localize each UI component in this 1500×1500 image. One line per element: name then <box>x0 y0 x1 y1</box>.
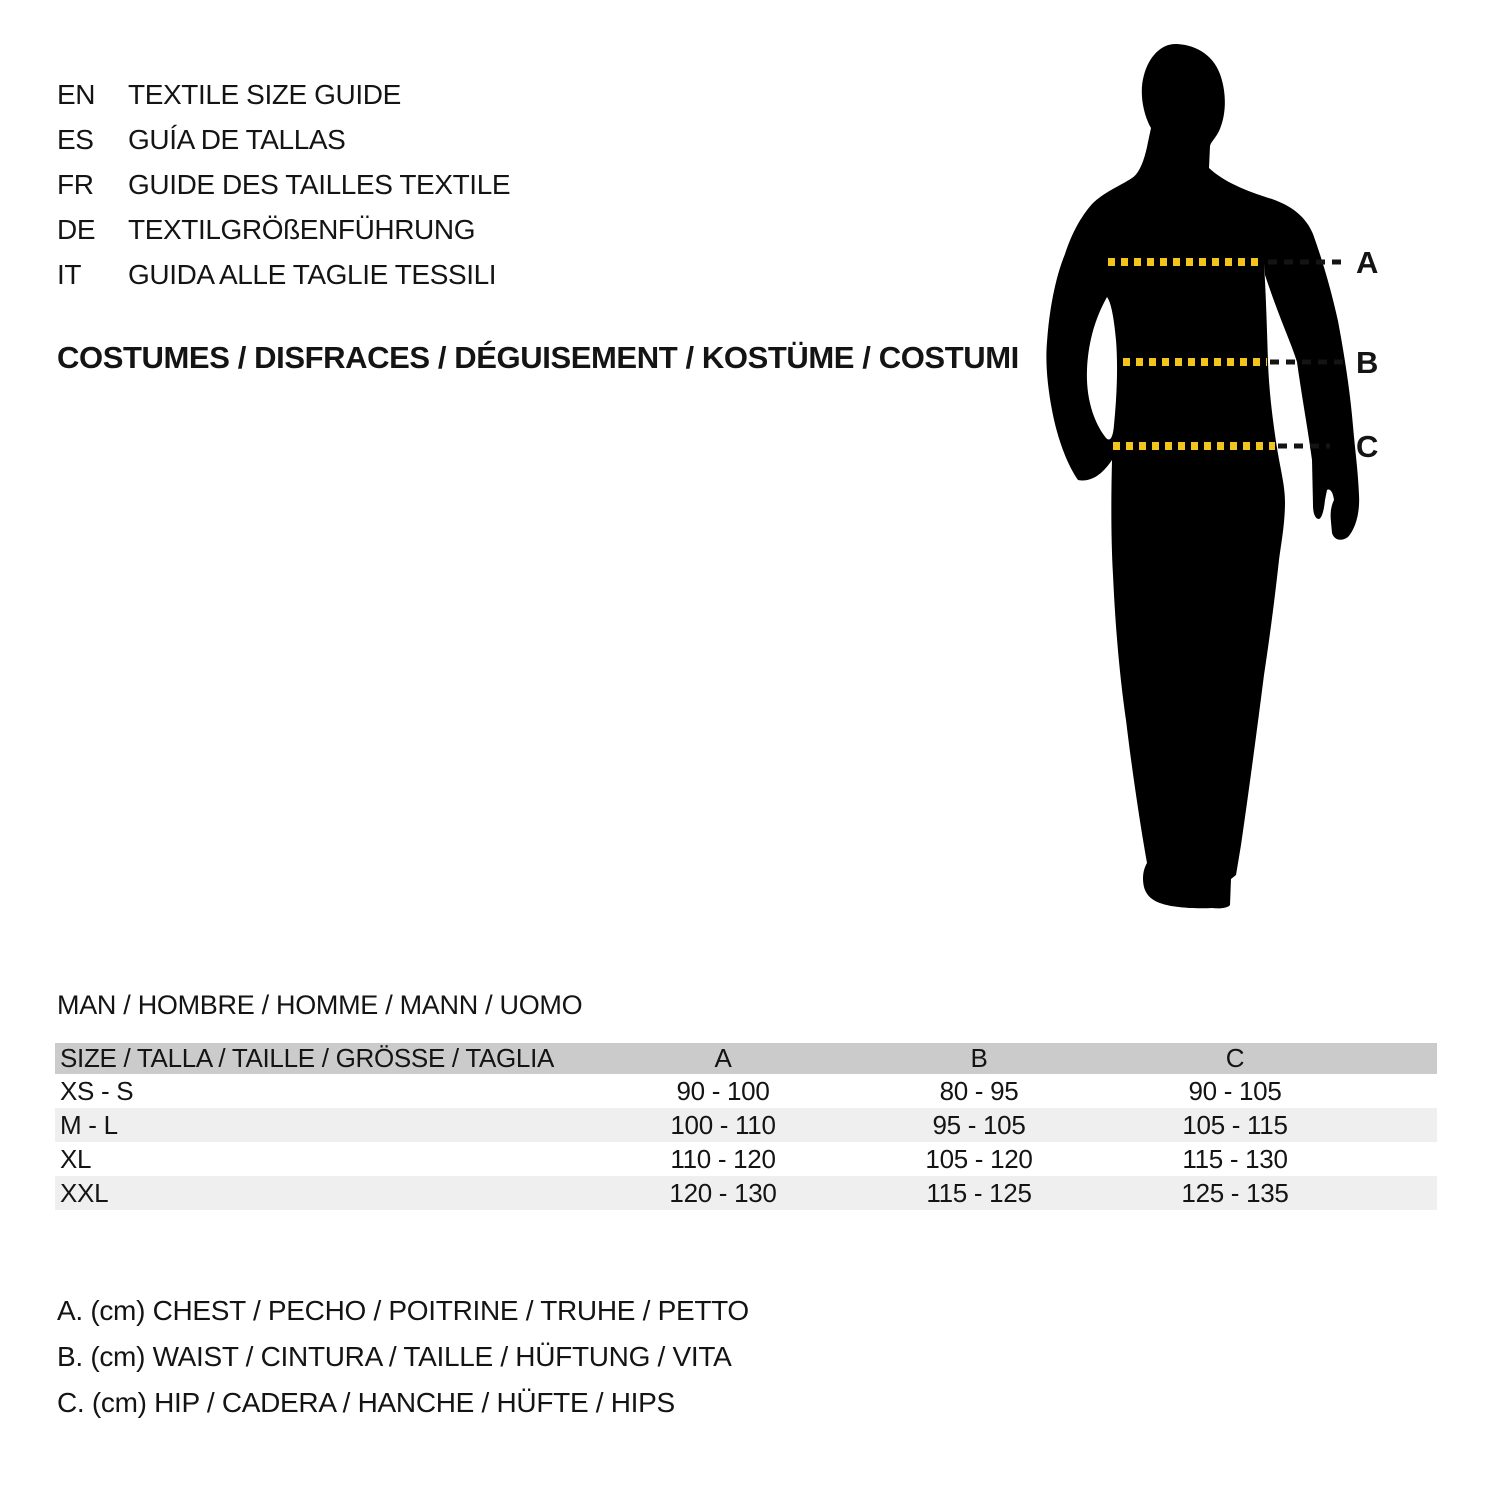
size-column-header: SIZE / TALLA / TAILLE / GRÖSSE / TAGLIA <box>60 1043 555 1073</box>
column-header-c: C <box>1225 1043 1245 1073</box>
table-row-xxl <box>55 1176 1437 1210</box>
lang-row-fr <box>57 162 510 207</box>
size-table <box>55 1043 1437 1210</box>
man-silhouette <box>1046 44 1359 908</box>
language-title-list <box>57 72 510 297</box>
size-cell: XXL <box>60 1177 109 1208</box>
table-row-xl <box>55 1142 1437 1176</box>
lang-row-es <box>57 117 510 162</box>
lang-title: GUÍA DE TALLAS <box>128 124 346 155</box>
lang-title: TEXTILE SIZE GUIDE <box>128 79 401 110</box>
category-title: COSTUMES / DISFRACES / DÉGUISEMENT / KOSTÜME / COSTUMI <box>57 340 1019 375</box>
measure-label-a: A <box>1356 245 1379 280</box>
lang-code: EN <box>57 79 96 110</box>
man-silhouette-figure <box>1000 30 1460 960</box>
value-cell-b: 80 - 95 <box>939 1075 1019 1106</box>
lang-code: DE <box>57 214 96 245</box>
legend-hip: C. (cm) HIP / CADERA / HANCHE / HÜFTE / HIPS <box>57 1387 675 1418</box>
size-cell: XS - S <box>60 1075 134 1106</box>
lang-title: GUIDE DES TAILLES TEXTILE <box>128 169 511 200</box>
lang-code: FR <box>57 169 94 200</box>
value-cell-b: 105 - 120 <box>925 1143 1033 1174</box>
lang-title: GUIDA ALLE TAGLIE TESSILI <box>128 259 497 290</box>
value-cell-a: 100 - 110 <box>670 1109 776 1140</box>
legend-chest: A. (cm) CHEST / PECHO / POITRINE / TRUHE / PETTO <box>57 1295 749 1326</box>
lang-row-it <box>57 252 510 297</box>
size-cell: XL <box>60 1143 92 1174</box>
lang-row-de <box>57 207 510 252</box>
column-header-b: B <box>970 1043 988 1073</box>
value-cell-c: 125 - 135 <box>1181 1177 1289 1208</box>
gender-section-title: MAN / HOMBRE / HOMME / MANN / UOMO <box>57 990 583 1020</box>
legend-waist: B. (cm) WAIST / CINTURA / TAILLE / HÜFTUNG / VITA <box>57 1341 732 1372</box>
column-header-a: A <box>714 1043 732 1073</box>
value-cell-a: 90 - 100 <box>676 1075 770 1106</box>
size-cell: M - L <box>60 1109 118 1140</box>
lang-row-en <box>57 72 510 117</box>
value-cell-c: 105 - 115 <box>1182 1109 1288 1140</box>
table-row-m-l <box>55 1108 1437 1142</box>
measure-label-b: B <box>1356 345 1379 380</box>
lang-code: ES <box>57 124 94 155</box>
value-cell-c: 90 - 105 <box>1188 1075 1282 1106</box>
measurement-legend <box>57 1288 749 1426</box>
measure-label-c: C <box>1356 429 1379 464</box>
lang-code: IT <box>57 259 82 290</box>
lang-title: TEXTILGRÖßENFÜHRUNG <box>128 214 476 245</box>
size-table-header-row <box>55 1043 1437 1074</box>
table-row-xs-s <box>55 1074 1437 1108</box>
value-cell-a: 120 - 130 <box>669 1177 777 1208</box>
value-cell-c: 115 - 130 <box>1182 1143 1288 1174</box>
value-cell-b: 115 - 125 <box>926 1177 1032 1208</box>
value-cell-a: 110 - 120 <box>670 1143 776 1174</box>
value-cell-b: 95 - 105 <box>932 1109 1026 1140</box>
